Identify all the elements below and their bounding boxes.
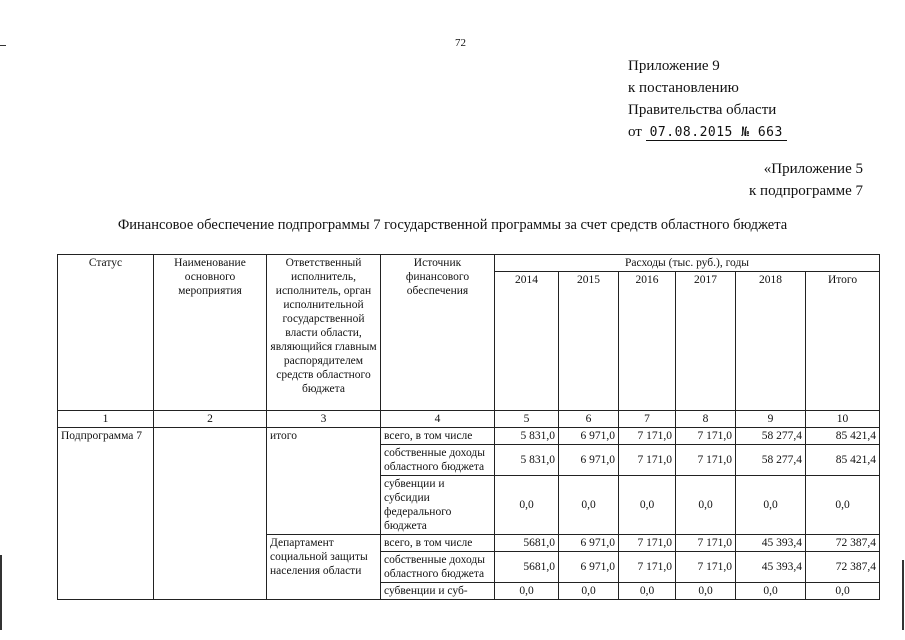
- value-cell: 45 393,4: [736, 535, 806, 552]
- value-cell: 6 971,0: [559, 552, 619, 583]
- header-year: 2016: [619, 272, 676, 411]
- value-cell: 72 387,4: [806, 535, 880, 552]
- value-cell: 0,0: [495, 476, 559, 535]
- value-cell: 5 831,0: [495, 428, 559, 445]
- source-cell: собственные доходы областного бюджета: [381, 445, 495, 476]
- value-cell: 85 421,4: [806, 445, 880, 476]
- value-cell: 58 277,4: [736, 428, 806, 445]
- budget-table: [57, 254, 880, 600]
- column-number: 7: [619, 411, 676, 428]
- page-number: 72: [455, 37, 466, 49]
- appendix-line-2: к постановлению: [628, 80, 739, 96]
- source-cell: субвенции и субсидии федерального бюджета: [381, 476, 495, 535]
- value-cell: 7 171,0: [676, 552, 736, 583]
- header-executor: Ответственный исполнитель, исполнитель, орган исполнительной государственной власти области, являющийся главным распорядителем средств областного бюджета: [267, 255, 381, 411]
- value-cell: 7 171,0: [619, 535, 676, 552]
- appendix-line-3: Правительства области: [628, 102, 777, 118]
- value-cell: 0,0: [676, 476, 736, 535]
- value-cell: 0,0: [806, 476, 880, 535]
- value-cell: 0,0: [559, 583, 619, 600]
- column-number: 1: [58, 411, 154, 428]
- executor-cell: итого: [267, 428, 381, 535]
- header-total: Итого: [806, 272, 880, 411]
- column-number: 3: [267, 411, 381, 428]
- value-cell: 0,0: [619, 476, 676, 535]
- value-cell: 58 277,4: [736, 445, 806, 476]
- value-cell: 0,0: [676, 583, 736, 600]
- appendix-line-1: Приложение 9: [628, 58, 720, 74]
- value-cell: 7 171,0: [676, 445, 736, 476]
- value-cell: 5681,0: [495, 535, 559, 552]
- document-title: Финансовое обеспечение подпрограммы 7 государственной программы за счет средств областного бюджета: [117, 217, 788, 233]
- event-cell: [154, 428, 267, 600]
- appendix-date-line: [628, 121, 787, 144]
- value-cell: 0,0: [495, 583, 559, 600]
- date-number-stamp: 07.08.2015 № 663: [646, 125, 787, 141]
- column-number: 6: [559, 411, 619, 428]
- header-source: Источник финансового обеспечения: [381, 255, 495, 411]
- scan-edge-mark: [0, 555, 2, 630]
- appendix-header: [628, 55, 787, 144]
- column-number: 9: [736, 411, 806, 428]
- value-cell: 7 171,0: [676, 428, 736, 445]
- value-cell: 72 387,4: [806, 552, 880, 583]
- column-number: 4: [381, 411, 495, 428]
- value-cell: 85 421,4: [806, 428, 880, 445]
- header-year: 2014: [495, 272, 559, 411]
- scan-edge-mark: [0, 45, 6, 46]
- value-cell: 6 971,0: [559, 428, 619, 445]
- executor-cell: Департамент социальной защиты населения области: [267, 535, 381, 600]
- value-cell: 0,0: [736, 476, 806, 535]
- header-event: Наименование основного мероприятия: [154, 255, 267, 411]
- column-number: 10: [806, 411, 880, 428]
- header-year: 2018: [736, 272, 806, 411]
- value-cell: 5 831,0: [495, 445, 559, 476]
- value-cell: 0,0: [736, 583, 806, 600]
- value-cell: 7 171,0: [619, 552, 676, 583]
- value-cell: 45 393,4: [736, 552, 806, 583]
- header-year: 2015: [559, 272, 619, 411]
- value-cell: 6 971,0: [559, 535, 619, 552]
- value-cell: 7 171,0: [676, 535, 736, 552]
- value-cell: 0,0: [619, 583, 676, 600]
- header-year: 2017: [676, 272, 736, 411]
- sub-appendix-header: [749, 158, 863, 202]
- source-cell: всего, в том числе: [381, 535, 495, 552]
- value-cell: 7 171,0: [619, 428, 676, 445]
- header-row-1: [58, 255, 880, 272]
- value-cell: 6 971,0: [559, 445, 619, 476]
- source-cell: субвенции и суб-: [381, 583, 495, 600]
- sub-appendix-line-1: «Приложение 5: [763, 161, 863, 177]
- sub-appendix-line-2: к подпрограмме 7: [749, 183, 863, 199]
- value-cell: 0,0: [806, 583, 880, 600]
- value-cell: 7 171,0: [619, 445, 676, 476]
- scan-edge-mark: [902, 560, 904, 630]
- column-number-row: [58, 411, 880, 428]
- column-number: 2: [154, 411, 267, 428]
- column-number: 8: [676, 411, 736, 428]
- value-cell: 0,0: [559, 476, 619, 535]
- header-status: Статус: [58, 255, 154, 411]
- value-cell: 5681,0: [495, 552, 559, 583]
- status-cell: Подпрограмма 7: [58, 428, 154, 600]
- table-row: [58, 428, 880, 445]
- source-cell: собственные доходы областного бюджета: [381, 552, 495, 583]
- column-number: 5: [495, 411, 559, 428]
- date-prefix: от: [628, 124, 642, 140]
- header-expenses: Расходы (тыс. руб.), годы: [495, 255, 880, 272]
- source-cell: всего, в том числе: [381, 428, 495, 445]
